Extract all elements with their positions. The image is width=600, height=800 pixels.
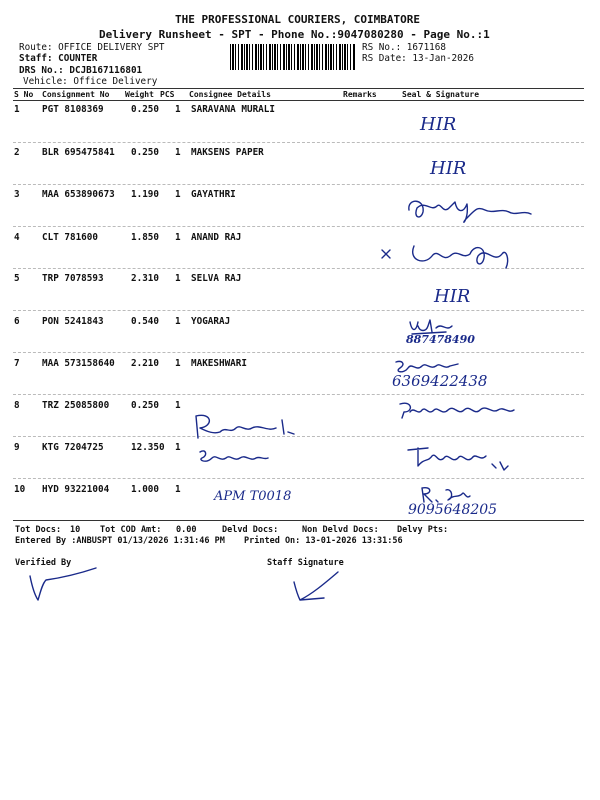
row-divider <box>13 310 584 311</box>
row-consignment: HYD 93221004 <box>42 484 110 495</box>
row-pcs: 1 <box>175 189 181 200</box>
row-consignee: GAYATHRI <box>191 189 236 200</box>
row-divider <box>13 352 584 353</box>
row2-signature: HIR <box>430 158 467 179</box>
row-consignment: MAA 653890673 <box>42 189 115 200</box>
row6-phone: 887478490 <box>406 333 475 346</box>
row-pcs: 1 <box>175 484 181 495</box>
row-sno: 7 <box>14 358 20 369</box>
row-pcs: 1 <box>175 232 181 243</box>
non-delvd-docs-label: Non Delvd Docs: <box>302 525 379 535</box>
drs-no-text: DRS No.: DCJB167116801 <box>19 65 143 76</box>
staff-signature-mark <box>290 566 350 606</box>
row-consignment: MAA 573158640 <box>42 358 115 369</box>
rs-date-text: RS Date: 13-Jan-2026 <box>362 53 474 64</box>
row-weight: 1.000 <box>131 484 159 495</box>
col-consignment: Consignment No <box>42 90 110 99</box>
company-title: THE PROFESSIONAL COURIERS, COIMBATORE <box>175 13 421 26</box>
row-sno: 4 <box>14 232 20 243</box>
row-consignee: YOGARAJ <box>191 316 231 327</box>
tot-docs-label: Tot Docs: <box>15 525 62 535</box>
row10-phone: 9095648205 <box>408 502 498 518</box>
route-text: Route: OFFICE DELIVERY SPT <box>19 42 165 53</box>
col-consignee: Consignee Details <box>189 90 271 99</box>
row-sno: 6 <box>14 316 20 327</box>
row-weight: 0.250 <box>131 104 159 115</box>
row-weight: 2.310 <box>131 273 159 284</box>
staff-signature-label: Staff Signature <box>267 558 344 568</box>
tot-docs-value: 10 <box>70 525 81 535</box>
row-consignment: CLT 781600 <box>42 232 98 243</box>
row-consignee: ANAND RAJ <box>191 232 242 243</box>
table-bottom-rule <box>13 520 584 521</box>
col-weight: Weight <box>125 90 154 99</box>
row-pcs: 1 <box>175 104 181 115</box>
row-consignment: TRP 7078593 <box>42 273 104 284</box>
row8-signature <box>396 398 526 424</box>
row-consignment: PON 5241843 <box>42 316 104 327</box>
row-consignment: KTG 7204725 <box>42 442 104 453</box>
row-sno: 8 <box>14 400 20 411</box>
row-sno: 1 <box>14 104 20 115</box>
col-sno: S No <box>14 90 34 99</box>
row-sno: 10 <box>14 484 26 495</box>
row-weight: 1.190 <box>131 189 159 200</box>
row3-signature <box>405 190 545 230</box>
delvy-pts-label: Delvy Pts: <box>397 525 449 535</box>
row10-signature <box>418 484 478 504</box>
row-pcs: 1 <box>175 400 181 411</box>
row-pcs: 1 <box>175 442 181 453</box>
table-top-rule <box>13 88 584 89</box>
row-sno: 2 <box>14 147 20 158</box>
table-header-rule <box>13 100 584 101</box>
row-weight: 1.850 <box>131 232 159 243</box>
vehicle-text: Vehicle: Office Delivery <box>23 76 158 87</box>
row10-note: APM T0018 <box>214 489 292 504</box>
runsheet-subtitle: Delivery Runsheet - SPT - Phone No.:9047080280 - Page No.:1 <box>99 28 490 41</box>
row-sno: 9 <box>14 442 20 453</box>
row9-consignee-signature <box>196 446 286 468</box>
row-pcs: 1 <box>175 358 181 369</box>
row-sno: 5 <box>14 273 20 284</box>
col-remarks: Remarks <box>343 90 377 99</box>
row-weight: 12.350 <box>131 442 165 453</box>
col-pcs: PCS <box>160 90 175 99</box>
verified-by-label: Verified By <box>15 558 72 568</box>
row8-consignee-signature <box>190 410 320 444</box>
row-consignment: PGT 8108369 <box>42 104 104 115</box>
staff-text: Staff: COUNTER <box>19 53 98 64</box>
rs-no-text: RS No.: 1671168 <box>362 42 446 53</box>
row-divider <box>13 394 584 395</box>
row-consignee: MAKSENS PAPER <box>191 147 264 158</box>
row-consignment: TRZ 25085800 <box>42 400 110 411</box>
row-divider <box>13 478 584 479</box>
row1-signature: HIR <box>420 114 457 135</box>
tot-cod-label: Tot COD Amt: <box>100 525 162 535</box>
row-consignee: SELVA RAJ <box>191 273 242 284</box>
tot-cod-value: 0.00 <box>176 525 197 535</box>
row-weight: 0.250 <box>131 400 159 411</box>
row7-phone: 6369422438 <box>392 372 488 390</box>
verified-by-signature <box>26 566 106 606</box>
row-consignment: BLR 695475841 <box>42 147 115 158</box>
row-weight: 0.540 <box>131 316 159 327</box>
col-seal-signature: Seal & Signature <box>402 90 480 99</box>
entered-by-text: Entered By :ANBUSPT 01/13/2026 1:31:46 PM <box>15 536 225 546</box>
row-divider <box>13 142 584 143</box>
delvd-docs-label: Delvd Docs: <box>222 525 279 535</box>
row-pcs: 1 <box>175 273 181 284</box>
row-pcs: 1 <box>175 316 181 327</box>
row5-signature: HIR <box>434 286 471 307</box>
printed-on-text: Printed On: 13-01-2026 13:31:56 <box>244 536 403 546</box>
row4-signature <box>378 238 528 274</box>
row-divider <box>13 184 584 185</box>
row-pcs: 1 <box>175 147 181 158</box>
row-consignee: SARAVANA MURALI <box>191 104 275 115</box>
barcode-image <box>230 44 356 70</box>
row9-signature <box>404 442 524 474</box>
row-weight: 2.210 <box>131 358 159 369</box>
row-weight: 0.250 <box>131 147 159 158</box>
row-consignee: MAKESHWARI <box>191 358 247 369</box>
row-sno: 3 <box>14 189 20 200</box>
